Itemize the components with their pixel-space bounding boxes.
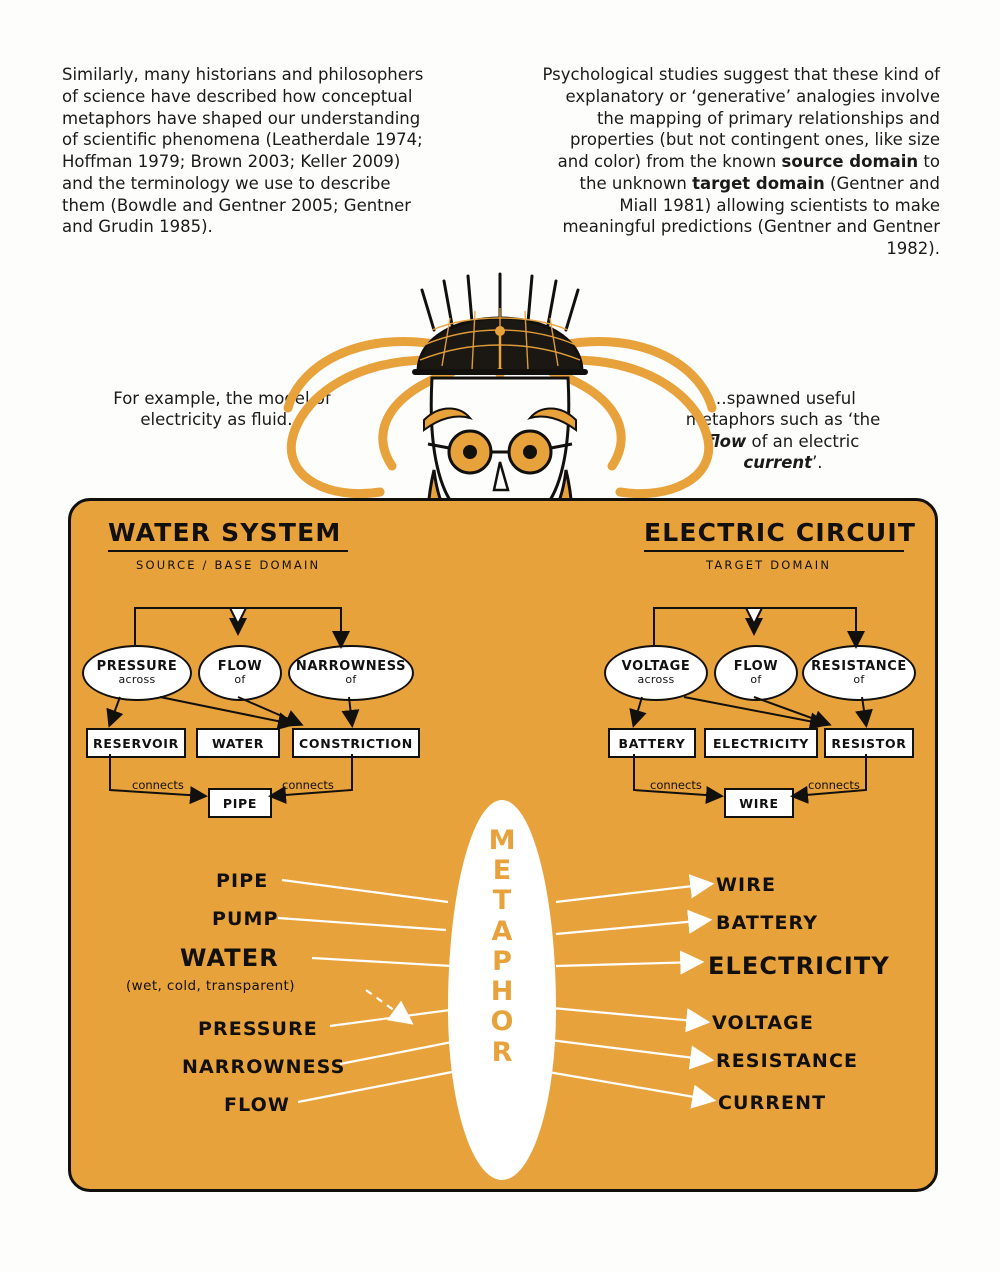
prose-right-part3: (Gentner and Miall 1981) allowing scientists to make meaningful predictions (Gentner and Gentner 1982).: [562, 173, 940, 259]
prose-right-part1: Psychological studies suggest that these kind of explanatory or ‘generative’ analogies involve the mapping of primary relationships and properties (but not contingent ones, like size and color) from the known: [542, 65, 940, 172]
eyebrow-left: [424, 409, 470, 431]
water-system-title: WATER SYSTEM: [108, 518, 342, 547]
map-source-water-note: (wet, cold, transparent): [126, 978, 295, 994]
electric-box-battery[interactable]: BATTERY: [608, 728, 696, 758]
water-oval-flow-sub: of: [234, 673, 246, 687]
caption-right-current: current: [743, 453, 813, 473]
water-oval-narrowness[interactable]: [288, 645, 414, 701]
electric-title-rule: [644, 550, 904, 552]
electric-oval-resistance-label: RESISTANCE: [811, 659, 907, 675]
water-oval-narrowness-label: NARROWNESS: [295, 659, 407, 675]
cap-top-node: [495, 326, 505, 336]
water-oval-pressure[interactable]: [82, 645, 192, 701]
map-target-resistance[interactable]: RESISTANCE: [716, 1050, 859, 1072]
electric-oval-flow-sub: of: [750, 673, 762, 687]
water-oval-narrowness-sub: of: [345, 673, 357, 687]
electric-circuit-subtitle: TARGET DOMAIN: [706, 558, 832, 572]
caption-right-part3: ’.: [812, 453, 823, 473]
water-box-reservoir[interactable]: RESERVOIR: [86, 728, 186, 758]
water-box-constriction[interactable]: CONSTRICTION: [292, 728, 420, 758]
electric-connects-right: connects: [808, 778, 860, 792]
water-box-pipe[interactable]: PIPE: [208, 788, 272, 818]
caption-right: [668, 388, 898, 474]
electric-circuit-title: ELECTRIC CIRCUIT: [644, 518, 917, 547]
metaphor-letter-a: A: [491, 915, 513, 947]
caption-right-part2: of an electric: [746, 431, 860, 451]
eyebrow-right: [530, 409, 576, 431]
map-source-flow[interactable]: FLOW: [224, 1094, 290, 1116]
electric-oval-flow-label: FLOW: [733, 659, 779, 675]
electric-box-electricity[interactable]: ELECTRICITY: [704, 728, 818, 758]
prose-right-part2: to the unknown: [579, 152, 940, 193]
map-source-water[interactable]: WATER: [180, 944, 279, 972]
electric-oval-flow[interactable]: [714, 645, 798, 701]
map-source-narrowness[interactable]: NARROWNESS: [182, 1056, 346, 1078]
electric-oval-resistance[interactable]: [802, 645, 916, 701]
electrode-cap: [418, 318, 582, 372]
water-connects-left: connects: [132, 778, 184, 792]
metaphor-letter-o: O: [490, 1006, 514, 1038]
prose-right-target-domain: target domain: [692, 173, 825, 193]
cap-net: [420, 308, 580, 371]
metaphor-letter-e: E: [492, 855, 512, 887]
map-source-pipe[interactable]: PIPE: [216, 870, 269, 892]
electric-oval-voltage-sub: across: [637, 673, 675, 687]
metaphor-letter-r: R: [491, 1036, 513, 1068]
water-oval-pressure-label: PRESSURE: [96, 659, 178, 675]
map-source-pressure[interactable]: PRESSURE: [198, 1018, 318, 1040]
cap-bottom-node: [495, 368, 505, 378]
water-box-water[interactable]: WATER: [196, 728, 280, 758]
map-target-voltage[interactable]: VOLTAGE: [712, 1012, 814, 1034]
prose-left: Similarly, many historians and philosophers of science have described how conceptual metaphors have shaped our understanding of scientific phenomena (Leatherdale 1974; Hoffman 1979; Brown 2003; Keller 2009) and the terminology we use to describe them (Bowdle and Gentner 2005; Gentner and Grudin 1985).: [62, 65, 424, 237]
map-target-current[interactable]: CURRENT: [718, 1092, 827, 1114]
prose-right: [540, 64, 940, 260]
map-source-pump[interactable]: PUMP: [212, 908, 279, 930]
prose-right-source-domain: source domain: [781, 152, 919, 172]
electric-oval-voltage[interactable]: [604, 645, 708, 701]
glasses: [449, 431, 551, 473]
electric-box-resistor[interactable]: RESISTOR: [824, 728, 914, 758]
map-target-electricity[interactable]: ELECTRICITY: [708, 952, 890, 980]
nose: [494, 462, 508, 490]
water-system-subtitle: SOURCE / BASE DOMAIN: [136, 558, 321, 572]
electric-oval-voltage-label: VOLTAGE: [621, 659, 691, 675]
caption-left: For example, the model of electricity as fluid…: [113, 389, 331, 430]
water-oval-flow[interactable]: [198, 645, 282, 701]
metaphor-letter-p: P: [492, 945, 512, 977]
map-target-battery[interactable]: BATTERY: [716, 912, 819, 934]
water-connects-right: connects: [282, 778, 334, 792]
metaphor-letter-h: H: [490, 976, 514, 1008]
metaphor-letter-t: T: [492, 885, 512, 917]
map-target-wire[interactable]: WIRE: [716, 874, 777, 896]
metaphor-letter-m: M: [488, 825, 516, 856]
water-oval-flow-label: FLOW: [217, 659, 263, 675]
halo-lines: [422, 274, 578, 330]
water-title-rule: [108, 550, 348, 552]
caption-right-flow: flow: [706, 431, 747, 451]
electric-box-wire[interactable]: WIRE: [724, 788, 794, 818]
electric-connects-left: connects: [650, 778, 702, 792]
metaphor-label: [448, 826, 556, 1068]
electric-oval-resistance-sub: of: [853, 673, 865, 687]
water-oval-pressure-sub: across: [118, 673, 156, 687]
caption-right-part1: …spawned useful metaphors such as ‘the: [685, 389, 881, 430]
